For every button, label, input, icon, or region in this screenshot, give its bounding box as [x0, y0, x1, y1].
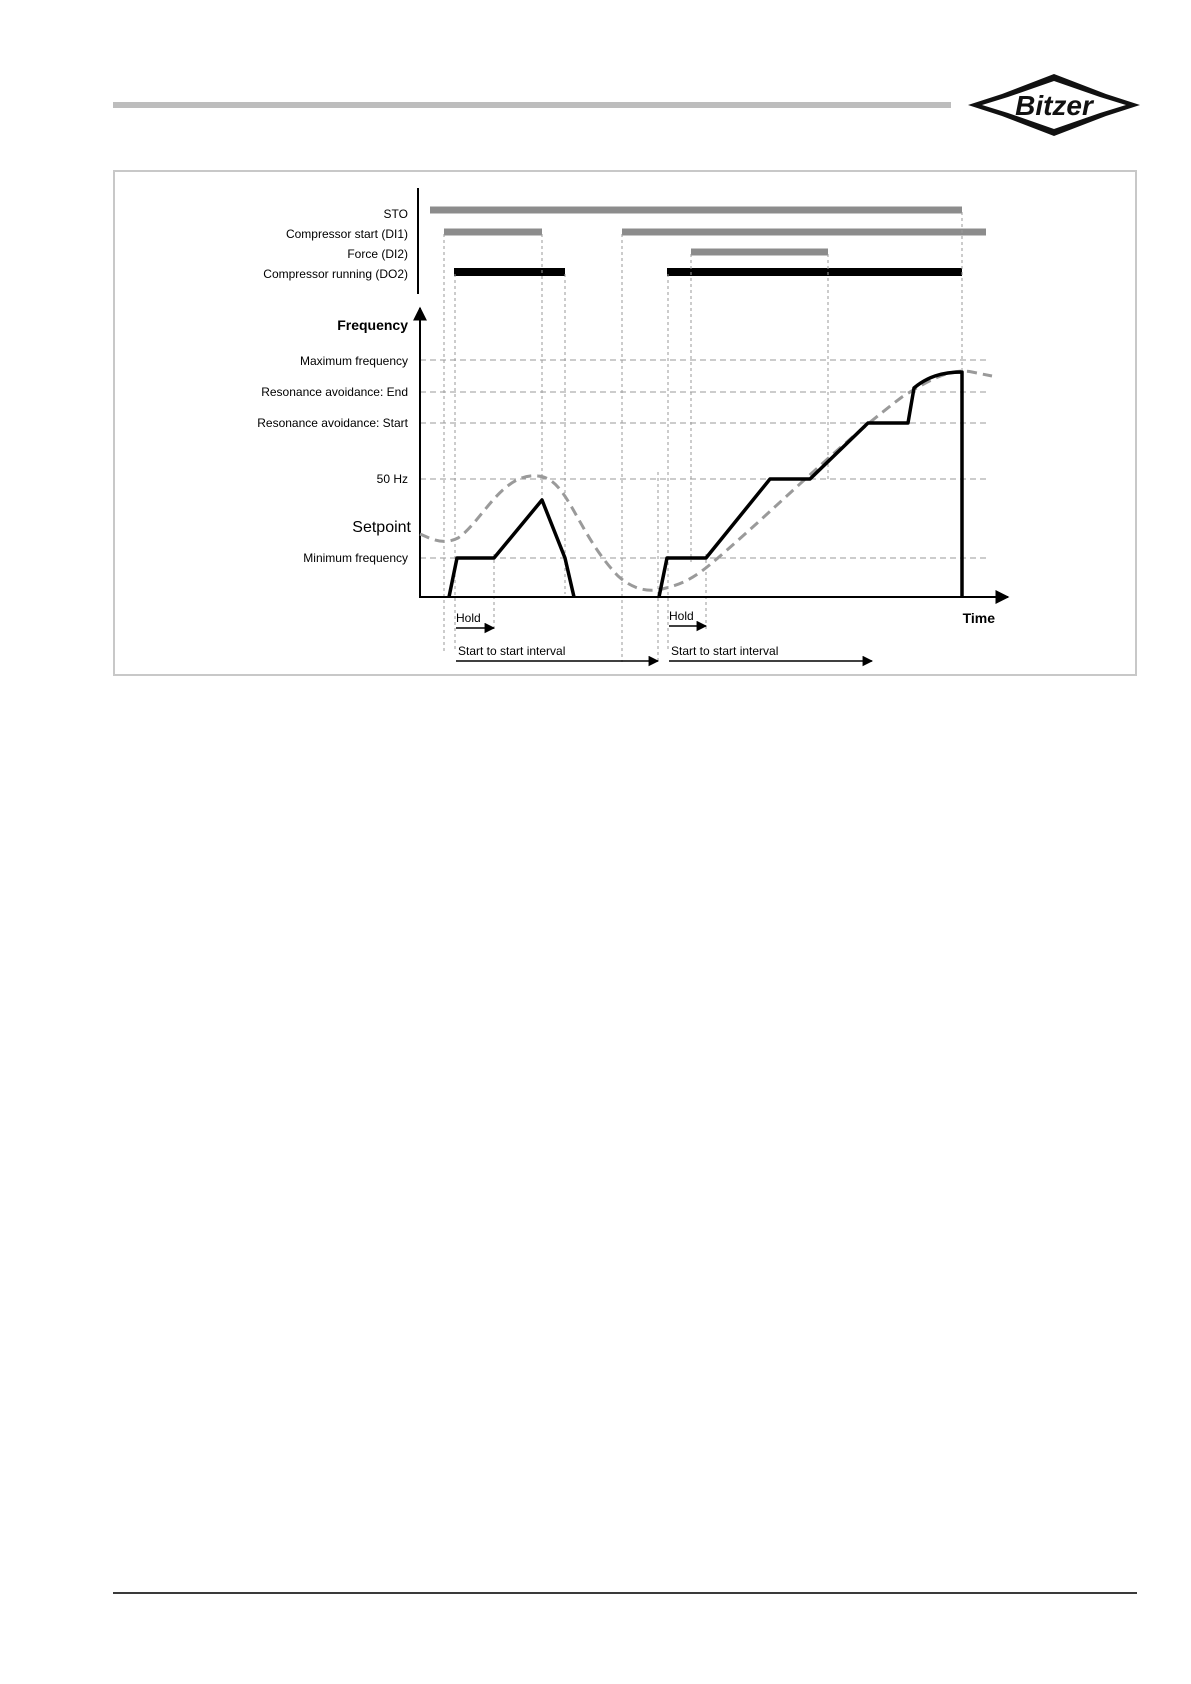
- hold-label-1: Hold: [456, 611, 481, 625]
- time-axis-title: Time: [962, 610, 995, 626]
- logo-text: Bitzer: [1015, 90, 1093, 121]
- label-compressor-running: Compressor running (DO2): [263, 267, 408, 281]
- footer-rule: [113, 1592, 1137, 1594]
- label-setpoint: Setpoint: [352, 519, 411, 536]
- label-compressor-start: Compressor start (DI1): [285, 227, 408, 241]
- frequency-trace-run-2: [659, 372, 962, 597]
- label-resonance-start: Resonance avoidance: Start: [257, 416, 408, 430]
- label-maximum-frequency: Maximum frequency: [299, 354, 408, 368]
- level-guides: [420, 360, 990, 558]
- frequency-trace-run-1: [449, 500, 574, 597]
- frequency-timing-diagram: [115, 172, 1135, 674]
- figure-frame: [113, 170, 1137, 676]
- label-50hz: 50 Hz: [376, 472, 408, 486]
- label-force: Force (DI2): [347, 247, 408, 261]
- frequency-axis-title: Frequency: [337, 317, 408, 333]
- label-sto: STO: [383, 207, 408, 221]
- label-resonance-end: Resonance avoidance: End: [261, 385, 408, 399]
- hold-label-2: Hold: [669, 609, 694, 623]
- interval-label-2: Start to start interval: [671, 644, 779, 658]
- interval-label-1: Start to start interval: [458, 644, 566, 658]
- bitzer-logo: [968, 74, 1140, 136]
- header-rule: [113, 102, 951, 108]
- label-minimum-frequency: Minimum frequency: [303, 551, 408, 565]
